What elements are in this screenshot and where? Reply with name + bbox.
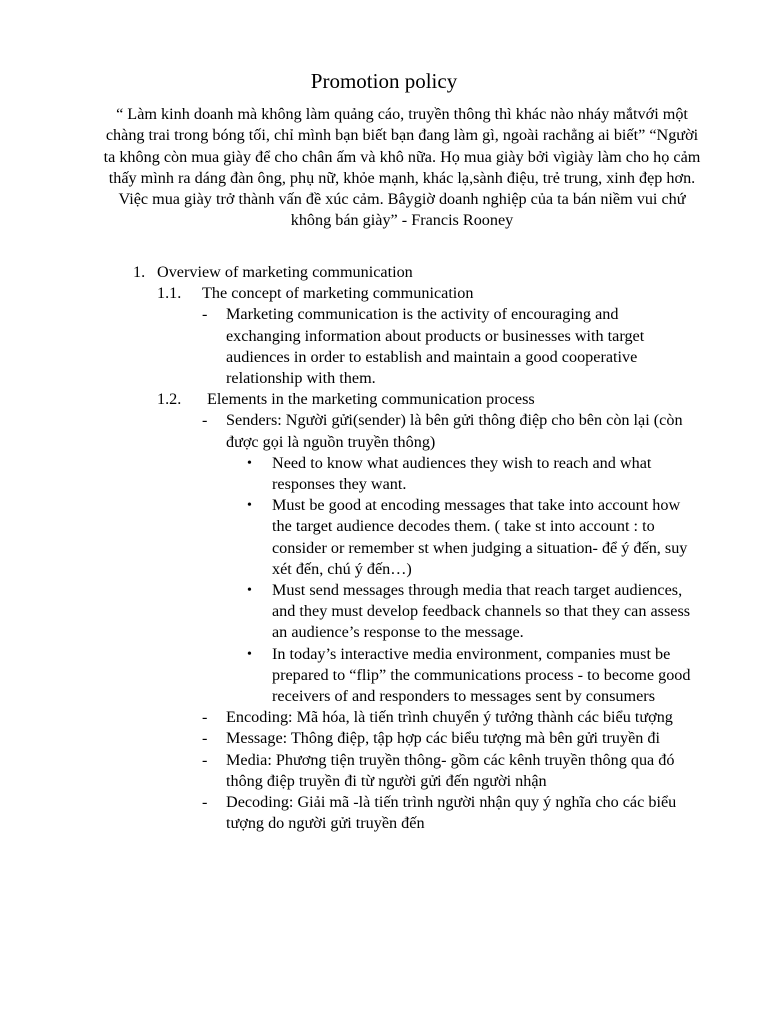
dash-marker: - <box>202 708 208 727</box>
list-item-text: Decoding: Giải mã -là tiến trình người nhận quy ý nghĩa cho các biểu tượng do người gửi truyền đến <box>226 793 677 833</box>
section-heading-text: Overview of marketing communication <box>157 263 413 281</box>
bullet-marker: • <box>247 498 252 514</box>
section-heading <box>0 262 768 283</box>
subsection-heading <box>0 283 768 304</box>
bullet-item-text: Must be good at encoding messages that take into account how the target audience decodes them. ( take st into account : to consider or remember st when judging a situation- để ý đến, suy xét đến, chú ý đến…) <box>272 496 688 578</box>
list-item <box>0 304 768 389</box>
bullet-item <box>0 580 768 644</box>
document-title: Promotion policy <box>310 69 458 93</box>
subsection-number: 1.1. <box>157 284 182 303</box>
list-item-text: Marketing communication is the activity of encouraging and exchanging information about products or businesses with target audiences in order to establish and maintain a good cooperative relationship with them. <box>226 305 645 388</box>
subsection-heading-text: Elements in the marketing communication process <box>207 390 535 409</box>
bullet-marker: • <box>247 583 252 599</box>
bullet-item <box>0 495 768 580</box>
subsection-number: 1.2. <box>157 390 182 409</box>
bullet-item <box>0 453 768 495</box>
list-item-text: Media: Phương tiện truyền thông- gồm các kênh truyền thông qua đó thông điệp truyền đi từ người gửi đến người nhận <box>226 750 675 790</box>
list-item <box>0 728 768 749</box>
list-item <box>0 707 768 728</box>
bullet-item-text: Need to know what audiences they wish to reach and what responses they want. <box>272 453 652 494</box>
list-item <box>0 750 768 792</box>
dash-marker: - <box>202 750 208 769</box>
list-item-text: Encoding: Mã hóa, là tiến trình chuyển ý tưởng thành các biểu tượng <box>226 708 673 727</box>
opening-quote: “ Làm kinh doanh mà không làm quảng cáo, truyền thông thì khác nào nháy mắtvới một chàng trai trong bóng tối, chỉ mình bạn biết bạn đang làm gì, ngoài rachẳng ai biết” “Người ta không còn mua giày để cho chân ấm và khô nữa. Họ mua giày bởi vìgiày làm cho họ cảm thấy mình ra dáng đàn ông, phụ nữ, khỏe mạnh, khác lạ,sành điệu, trẻ trung, xinh đẹp hơn. Việc mua giày trở thành vấn đề xúc cảm. Bâygiờ doanh nghiệp của ta bán niềm vui chứ không bán giày” - Francis Rooney <box>103 105 701 230</box>
subsection-heading <box>0 389 768 410</box>
document-outline <box>0 262 768 834</box>
bullet-marker: • <box>247 455 252 471</box>
bullet-item <box>0 644 768 708</box>
list-item-text: Senders: Người gửi(sender) là bên gửi thông điệp cho bên còn lại (còn được gọi là nguồn truyền thông) <box>226 411 683 451</box>
bullet-item-text: Must send messages through media that reach target audiences, and they must develop feedback channels so that they can assess an audience’s response to the message. <box>272 581 691 642</box>
dash-marker: - <box>202 305 208 324</box>
list-item <box>0 410 768 452</box>
bullet-item-text: In today’s interactive media environment, companies must be prepared to “flip” the communications process - to become good receivers of and responders to messages sent by consumers <box>272 644 691 706</box>
dash-marker: - <box>202 793 208 812</box>
section-number: 1. <box>133 263 146 281</box>
list-item-text: Message: Thông điệp, tập hợp các biểu tượng mà bên gửi truyền đi <box>226 729 661 748</box>
list-item <box>0 792 768 834</box>
dash-marker: - <box>202 411 208 430</box>
subsection-heading-text: The concept of marketing communication <box>202 284 474 303</box>
bullet-marker: • <box>247 646 252 662</box>
dash-marker: - <box>202 729 208 748</box>
